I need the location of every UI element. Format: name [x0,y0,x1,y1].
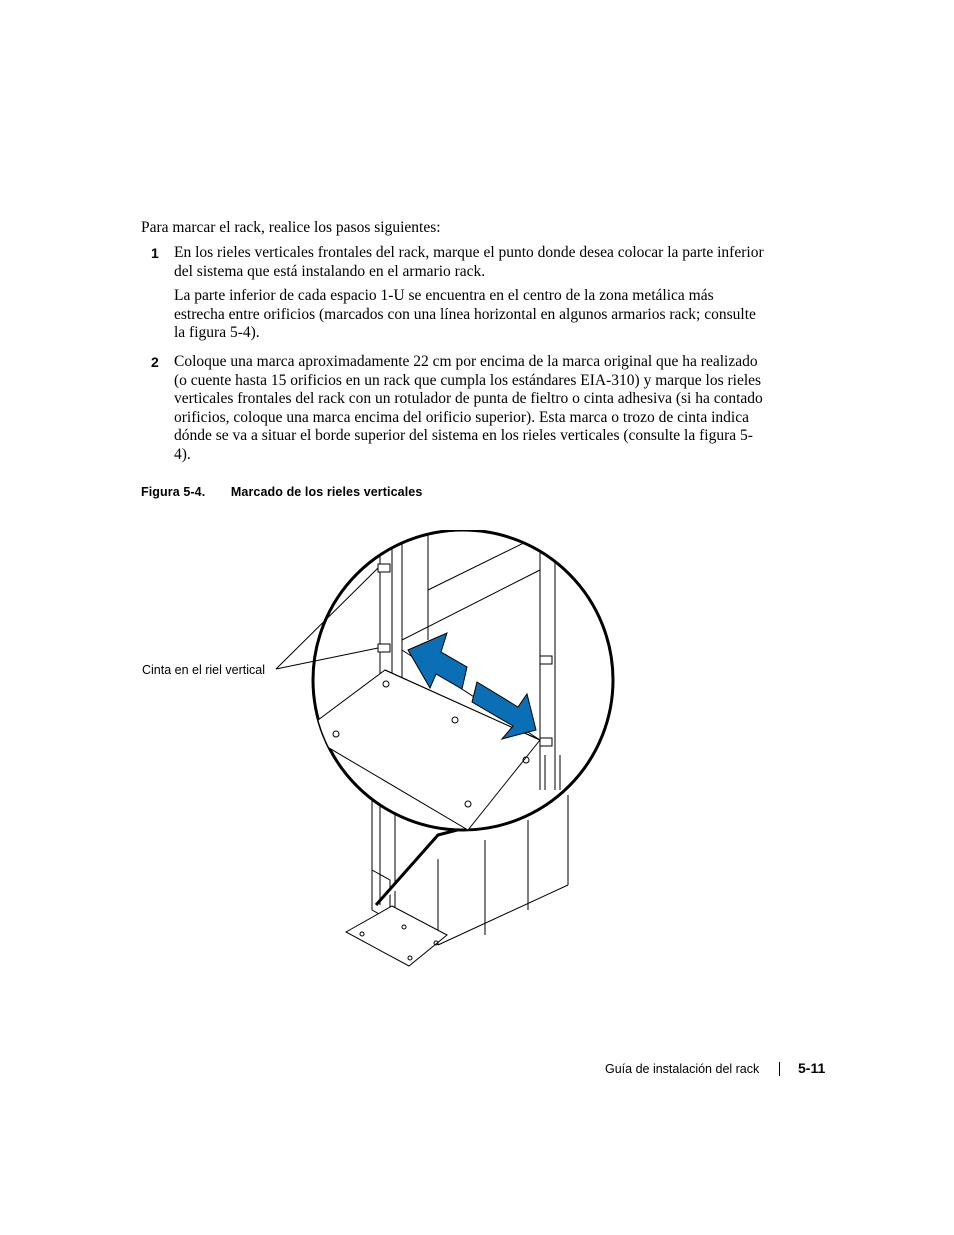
figure-number: Figura 5-4. [141,485,206,499]
intro-text: Para marcar el rack, realice los pasos siguientes: [141,219,441,236]
callout-label: Cinta en el riel vertical [142,663,265,677]
page-number: 5-11 [798,1060,826,1076]
step-2 [141,353,781,471]
step-number: 1 [151,245,159,261]
footer-title: Guía de instalación del rack [605,1062,760,1076]
step-1-note: La parte inferior de cada espacio 1-U se encuentra en el centro de la zona metálica más estrecha entre orificios (marcados con una línea horizontal en algunos armarios rack; consulte la figura 5-4). [174,287,756,342]
step-number: 2 [151,354,159,370]
step-2-text: Coloque una marca aproximadamente 22 cm por encima de la marca original que ha realizado (o cuente hasta 15 orificios en un rack que cumpla los estándares EIA-310) y marque los rieles verticales frontales del rack con un rotulador de punta de fieltro o cinta adhesiva (si ha contado orificios, coloque una marca encima del orificio superior). Esta marca o trozo de cinta indica dónde se va a situar el borde superior del sistema en los rieles verticales (consulte la figura 5-4). [174,353,763,463]
step-1-text: En los rieles verticales frontales del rack, marque el punto donde desea colocar la parte inferior del sistema que está instalando en el armario rack. [174,244,764,280]
step-1 [141,244,781,349]
rack-illustration [270,530,630,980]
figure-caption [141,485,422,499]
figure-title: Marcado de los rieles verticales [230,485,423,499]
footer-separator [779,1062,780,1076]
